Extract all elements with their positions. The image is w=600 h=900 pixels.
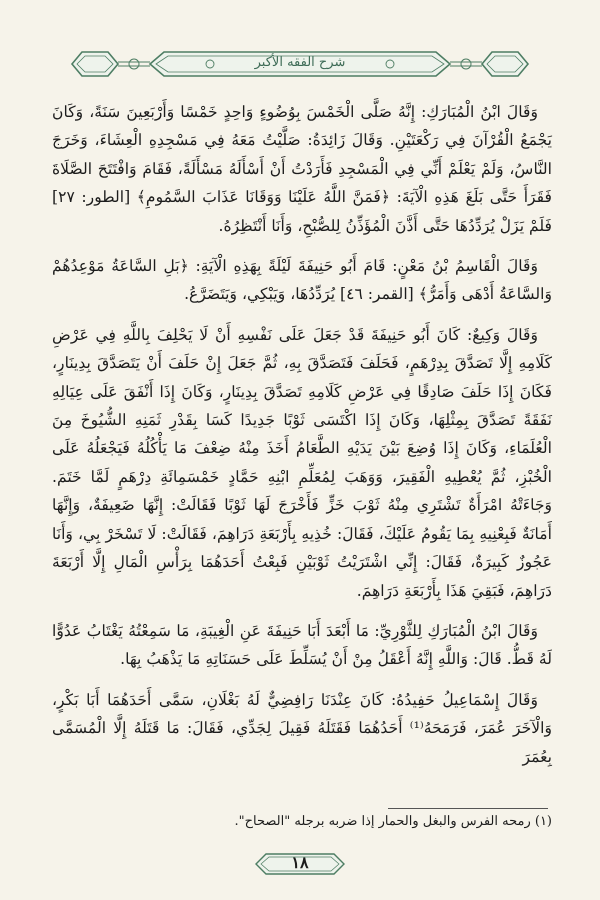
- paragraph-2: وَقَالَ الْقَاسِمُ بْنُ مَعْنٍ: قَامَ أَبُو حَنِيفَةَ لَيْلَةً بِهَذِهِ الْآيَةِ: ﴿بَلِ السَّاعَةُ مَوْعِدُهُمْ وَالسَّاعَةُ أَدْهَى وَأَمَرُّ﴾ [القمر: ٤٦] يُرَدِّدُهَا، وَيَبْكِي، وَيَتَضَرَّعُ.: [52, 257, 552, 304]
- page-number: ١٨: [291, 853, 309, 872]
- paragraph-1: وَقَالَ ابْنُ الْمُبَارَكِ: إِنَّهُ صَلَّى الْخَمْسَ بِوُضُوءٍ وَاحِدٍ خَمْسًا وَأَرْبَعِينَ سَنَةً، وَكَانَ يَجْمَعُ الْقُرْآنَ فِي رَكْعَتَيْنِ. وَقَالَ زَائِدَةُ: صَلَّيْتُ مَعَهُ فِي مَسْجِدِهِ الْعِشَاءَ، وَخَرَجَ النَّاسُ، وَلَمْ يَعْلَمْ أَنِّي فِي الْمَسْجِدِ فَأَرَدْتُ أَنْ أَسْأَلَهُ مَسْأَلَةً، فَقَامَ وَافْتَتَحَ الصَّلَاةَ فَقَرَأَ حَتَّى بَلَغَ هَذِهِ الْآيَةَ: ﴿فَمَنَّ اللَّهُ عَلَيْنَا وَوَقَانَا عَذَابَ السَّمُومِ﴾ [الطور: ٢٧] فَلَمْ يَزَلْ يُرَدِّدُهَا حَتَّى أَذَّنَ الْمُؤَذِّنُ لِلصُّبْحِ، وَأَنَا أَنْتَظِرُهُ.: [52, 103, 552, 235]
- paragraph-5: وَقَالَ إِسْمَاعِيلُ حَفِيدُهُ: كَانَ عِنْدَنَا رَافِضِيٌّ لَهُ بَغْلَانِ، سَمَّى أَحَدَهُمَا أَبَا بَكْرٍ، وَالْآخَرَ عُمَرَ، فَرَمَحَهُ⁽¹⁾ أَحَدُهُمَا فَقَتَلَهُ فَقِيلَ لِجَدِّي، فَقَالَ: مَا قَتَلَهُ إِلَّا الْمُسَمَّى بِعُمَرَ: [52, 690, 552, 766]
- header-title: شرح الفقه الأكبر: [254, 55, 346, 70]
- main-text: [52, 98, 552, 783]
- footnote: (١) رمحه الفرس والبغل والحمار إذا ضربه برجله "الصحاح".: [234, 814, 552, 829]
- running-header: [62, 46, 538, 82]
- paragraph-3: وَقَالَ وَكِيعٌ: كَانَ أَبُو حَنِيفَةَ قَدْ جَعَلَ عَلَى نَفْسِهِ أَنْ لَا يَحْلِفَ بِاللَّهِ فِي عَرْضِ كَلَامِهِ إِلَّا تَصَدَّقَ بِدِرْهَمٍ، فَحَلَفَ فَتَصَدَّقَ بِهِ، ثُمَّ جَعَلَ إِنْ حَلَفَ أَنْ يَتَصَدَّقَ بِدِينَارٍ، فَكَانَ إِذَا حَلَفَ صَادِقًا فِي عَرْضِ كَلَامِهِ تَصَدَّقَ بِدِينَارٍ، وَكَانَ إِذَا أَنْفَقَ عَلَى عِيَالِهِ نَفَقَةً تَصَدَّقَ بِمِثْلِهَا، وَكَانَ إِذَا اكْتَسَى ثَوْبًا جَدِيدًا كَسَا بِقَدْرِ ثَمَنِهِ الشُّيُوخَ مِنَ الْعُلَمَاءِ، وَكَانَ إِذَا وُضِعَ بَيْنَ يَدَيْهِ الطَّعَامُ أَخَذَ مِنْهُ ضِعْفَ مَا يَأْكُلُهُ فَيَجْعَلُهُ عَلَى الْخُبْزِ، ثُمَّ يُعْطِيهِ الْفَقِيرَ، وَوَهَبَ لِمُعَلِّمِ ابْنِهِ حَمَّادٍ خَمْسَمِائَةِ دِرْهَمٍ لَمَّا خَتَمَ. وَجَاءَتْهُ امْرَأَةٌ تَشْتَرِي مِنْهُ ثَوْبَ خَزٍّ فَأَخْرَجَ لَهَا ثَوْبًا فَقَالَتْ: إِنَّهَا ضَعِيفَةٌ، وَإِنَّهَا أَمَانَةٌ فَبِعْنِيهِ بِمَا يَقُومُ عَلَيْكَ، فَقَالَ: خُذِيهِ بِأَرْبَعَةِ دَرَاهِمَ، فَقَالَتْ: لَا تَسْخَرْ بِي، وَأَنَا عَجُوزٌ كَبِيرَةٌ، فَقَالَ: إِنِّي اشْتَرَيْتُ ثَوْبَيْنِ فَبِعْتُ أَحَدَهُمَا بِرَأْسِ الْمَالِ إِلَّا أَرْبَعَةَ دَرَاهِمَ، فَبَقِيَ هَذَا بِأَرْبَعَةِ دَرَاهِمَ.: [52, 325, 552, 600]
- paragraph-4: وَقَالَ ابْنُ الْمُبَارَكِ لِلثَّوْرِيِّ: مَا أَبْعَدَ أَبَا حَنِيفَةَ عَنِ الْغِيبَةِ، مَا سَمِعْتُهُ يَغْتَابُ عَدُوًّا لَهُ قَطُّ. قَالَ: وَاللَّهِ إِنَّهُ أَعْقَلُ مِنْ أَنْ يُسَلِّطَ عَلَى حَسَنَاتِهِ مَا يَذْهَبُ بِهَا.: [52, 621, 552, 669]
- footnote-divider: [388, 808, 548, 809]
- page-number-badge: [250, 851, 350, 877]
